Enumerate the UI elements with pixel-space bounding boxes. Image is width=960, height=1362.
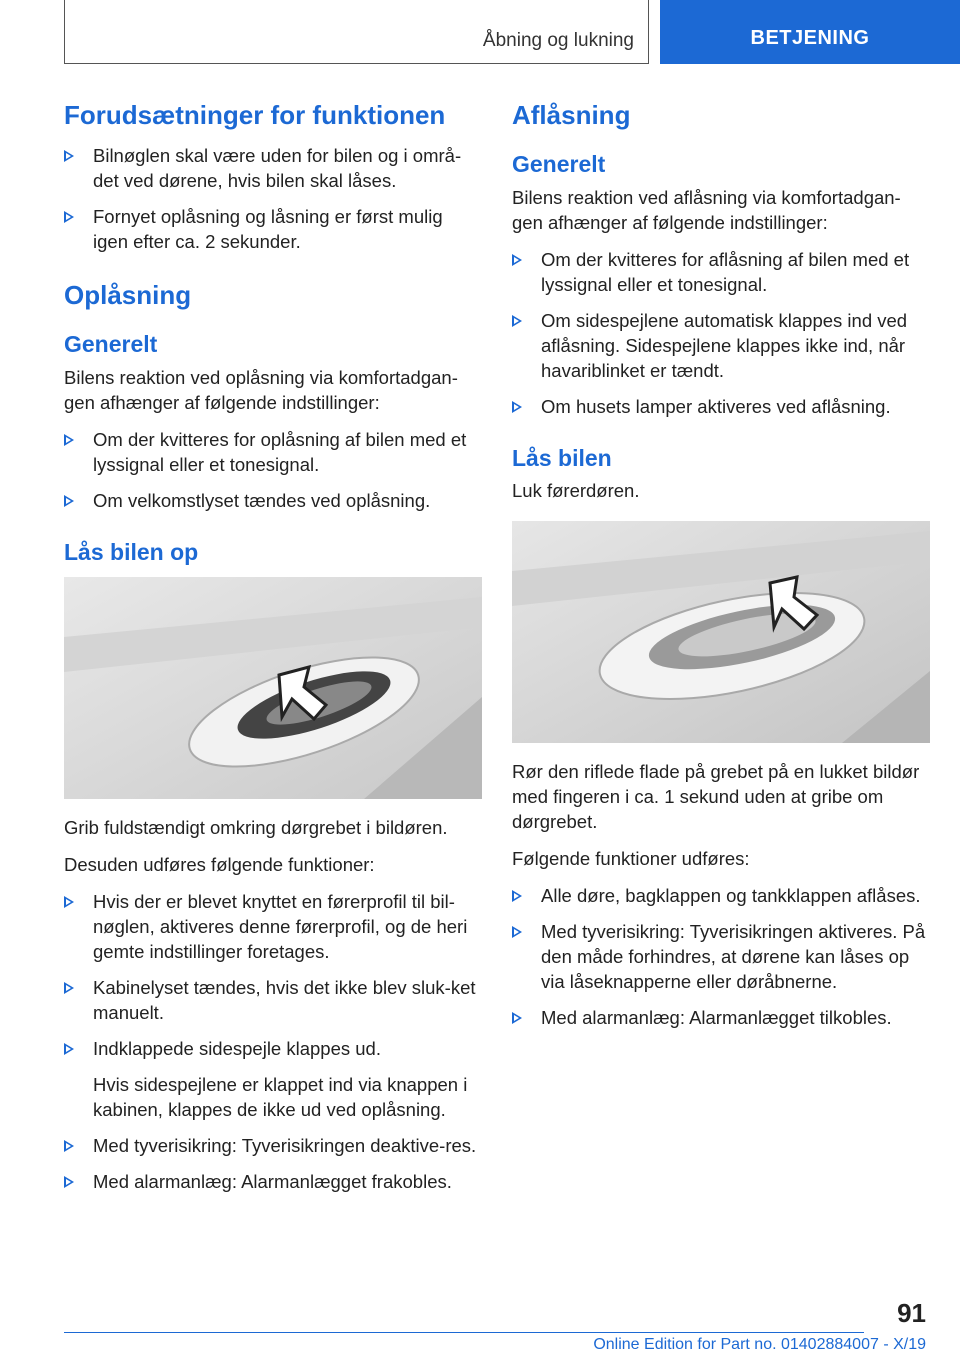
list-item: Med alarmanlæg: Alarmanlægget frakobles. — [64, 1169, 482, 1194]
footer-edition[interactable]: Online Edition for Part no. 01402884007 - X/19 — [593, 1336, 926, 1353]
also-text: Desuden udføres følgende funktioner: — [64, 853, 375, 875]
general-list — [512, 247, 930, 419]
general-text: Bilens reaktion ved aflåsning via komfortadgan-gen afhænger af følgende indstillinger: — [512, 186, 901, 233]
list-item: Om velkomstlyset tændes ved oplåsning. — [64, 488, 482, 513]
chapter-title: Åbning og lukning — [482, 30, 634, 51]
unlock-functions-list — [64, 889, 482, 1194]
list-item: Alle døre, bagklappen og tankklappen aflåses. — [512, 883, 930, 908]
list-item: Kabinelyset tændes, hvis det ikke blev sluk-ket manuelt. — [64, 975, 482, 1025]
prerequisites-list — [64, 143, 482, 254]
triangle-bullet-icon — [512, 890, 522, 902]
heading-general: Generelt — [512, 151, 606, 178]
heading-general: Generelt — [64, 331, 158, 358]
door-handle-unlock-image — [64, 577, 482, 799]
list-item: Indklappede sidespejle klappes ud. Hvis sidespejlene er klappet ind via knappen i kabinen, klappes de ikke ud ved oplåsning. — [64, 1036, 482, 1122]
triangle-bullet-icon — [64, 211, 74, 223]
left-column — [64, 100, 482, 1214]
close-text: Luk førerdøren. — [512, 480, 640, 502]
list-item: Bilnøglen skal være uden for bilen og i områ-det ved dørene, hvis bilen skal låses. — [64, 143, 482, 193]
list-item: Om der kvitteres for oplåsning af bilen med et lyssignal eller et tonesignal. — [64, 427, 482, 477]
triangle-bullet-icon — [64, 150, 74, 162]
grip-text: Grib fuldstændigt omkring dørgrebet i bildøren. — [64, 816, 448, 838]
triangle-bullet-icon — [512, 1012, 522, 1024]
following-text: Følgende funktioner udføres: — [512, 848, 750, 870]
heading-unlock-car: Lås bilen op — [64, 538, 199, 565]
section-tab[interactable]: BETJENING — [660, 0, 960, 64]
heading-lock: Aflåsning — [512, 100, 631, 130]
door-handle-lock-image — [512, 521, 930, 743]
right-column — [512, 100, 930, 1050]
heading-prerequisites: Forudsætninger for funktionen — [64, 100, 446, 130]
touch-text: Rør den riflede flade på grebet på en lukket bildør med fingeren i ca. 1 sekund uden at gribe om dørgrebet. — [512, 761, 920, 833]
footer-divider — [64, 1332, 864, 1333]
triangle-bullet-icon — [64, 495, 74, 507]
triangle-bullet-icon — [64, 1043, 74, 1055]
list-item: Om sidespejlene automatisk klappes ind ved aflåsning. Sidespejlene klappes ikke ind, når havariblinket er tændt. — [512, 308, 930, 383]
triangle-bullet-icon — [64, 1140, 74, 1152]
list-item: Om der kvitteres for aflåsning af bilen med et lyssignal eller et tonesignal. — [512, 247, 930, 297]
heading-unlock: Oplåsning — [64, 280, 192, 311]
list-item: Hvis der er blevet knyttet en førerprofil til bil-nøglen, aktiveres denne førerprofil, og de heri gemte indstillinger foretages. — [64, 889, 482, 964]
list-item: Med alarmanlæg: Alarmanlægget tilkobles. — [512, 1005, 930, 1030]
triangle-bullet-icon — [512, 926, 522, 938]
heading-lock-car: Lås bilen — [512, 444, 612, 471]
list-item: Med tyverisikring: Tyverisikringen deaktive-res. — [64, 1133, 482, 1158]
general-list — [64, 427, 482, 513]
triangle-bullet-icon — [64, 982, 74, 994]
triangle-bullet-icon — [64, 896, 74, 908]
triangle-bullet-icon — [512, 254, 522, 266]
triangle-bullet-icon — [512, 401, 522, 413]
general-text: Bilens reaktion ved oplåsning via komfortadgan-gen afhænger af følgende indstillinger: — [64, 366, 458, 413]
mirror-note: Hvis sidespejlene er klappet ind via knappen i kabinen, klappes de ikke ud ved oplåsning. — [93, 1073, 468, 1120]
list-item: Med tyverisikring: Tyverisikringen aktiveres. På den måde forhindres, at dørene kan låses op via låseknapperne eller døråbnerne. — [512, 919, 930, 994]
lock-functions-list — [512, 883, 930, 1030]
list-item: Fornyet oplåsning og låsning er først mulig igen efter ca. 2 sekunder. — [64, 204, 482, 254]
list-item: Om husets lamper aktiveres ved aflåsning. — [512, 394, 930, 419]
page-number: 91 — [897, 1298, 926, 1328]
triangle-bullet-icon — [64, 434, 74, 446]
triangle-bullet-icon — [512, 315, 522, 327]
header-box — [64, 0, 649, 64]
triangle-bullet-icon — [64, 1176, 74, 1188]
